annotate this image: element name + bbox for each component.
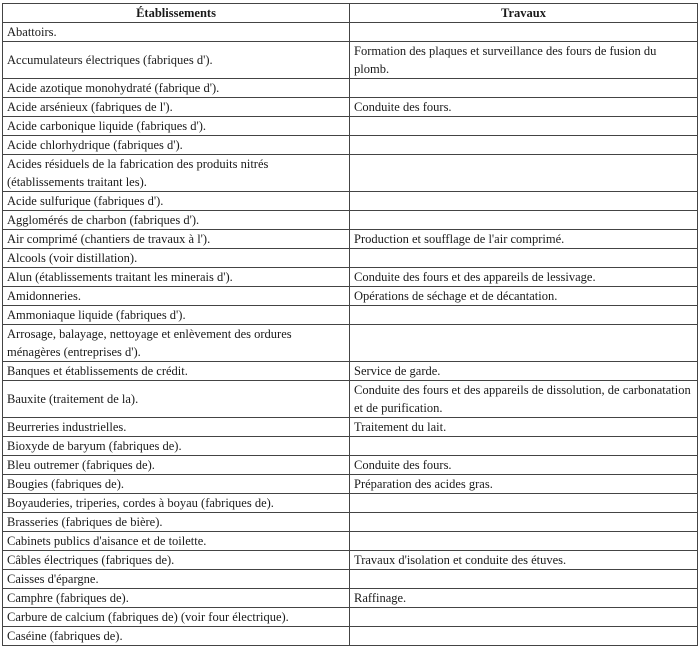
cell-travaux: Conduite des fours et des appareils de lessivage. bbox=[350, 268, 698, 287]
cell-etablissement: Acide sulfurique (fabriques d'). bbox=[3, 192, 350, 211]
cell-travaux: Raffinage. bbox=[350, 589, 698, 608]
table-row bbox=[3, 42, 698, 79]
cell-travaux bbox=[350, 79, 698, 98]
cell-travaux bbox=[350, 513, 698, 532]
table-row bbox=[3, 513, 698, 532]
cell-travaux bbox=[350, 155, 698, 192]
table-row bbox=[3, 306, 698, 325]
table-row bbox=[3, 362, 698, 381]
cell-etablissement: Caséine (fabriques de). bbox=[3, 627, 350, 646]
cell-etablissement: Ammoniaque liquide (fabriques d'). bbox=[3, 306, 350, 325]
cell-etablissement: Acide chlorhydrique (fabriques d'). bbox=[3, 136, 350, 155]
table-row bbox=[3, 437, 698, 456]
cell-etablissement: Acide carbonique liquide (fabriques d'). bbox=[3, 117, 350, 136]
cell-etablissement: Acides résiduels de la fabrication des produits nitrés (établissements traitant les). bbox=[3, 155, 350, 192]
table-row bbox=[3, 532, 698, 551]
table-row bbox=[3, 325, 698, 362]
cell-etablissement: Air comprimé (chantiers de travaux à l'). bbox=[3, 230, 350, 249]
cell-travaux: Opérations de séchage et de décantation. bbox=[350, 287, 698, 306]
cell-travaux bbox=[350, 532, 698, 551]
cell-etablissement: Abattoirs. bbox=[3, 23, 350, 42]
cell-etablissement: Bougies (fabriques de). bbox=[3, 475, 350, 494]
cell-travaux: Production et soufflage de l'air comprimé. bbox=[350, 230, 698, 249]
header-travaux: Travaux bbox=[350, 4, 698, 23]
table-row bbox=[3, 117, 698, 136]
cell-travaux: Conduite des fours. bbox=[350, 98, 698, 117]
cell-etablissement: Accumulateurs électriques (fabriques d'). bbox=[3, 42, 350, 79]
table-row bbox=[3, 230, 698, 249]
cell-etablissement: Câbles électriques (fabriques de). bbox=[3, 551, 350, 570]
cell-etablissement: Acide azotique monohydraté (fabrique d'). bbox=[3, 79, 350, 98]
table-row bbox=[3, 249, 698, 268]
cell-etablissement: Beurreries industrielles. bbox=[3, 418, 350, 437]
cell-travaux: Travaux d'isolation et conduite des étuves. bbox=[350, 551, 698, 570]
cell-etablissement: Bauxite (traitement de la). bbox=[3, 381, 350, 418]
cell-travaux: Conduite des fours et des appareils de dissolution, de carbonatation et de purification. bbox=[350, 381, 698, 418]
table-row bbox=[3, 23, 698, 42]
table-row bbox=[3, 608, 698, 627]
cell-etablissement: Brasseries (fabriques de bière). bbox=[3, 513, 350, 532]
cell-travaux bbox=[350, 192, 698, 211]
cell-travaux bbox=[350, 325, 698, 362]
table-row bbox=[3, 211, 698, 230]
cell-etablissement: Bleu outremer (fabriques de). bbox=[3, 456, 350, 475]
table-row bbox=[3, 418, 698, 437]
cell-travaux bbox=[350, 117, 698, 136]
table-row bbox=[3, 456, 698, 475]
cell-travaux: Conduite des fours. bbox=[350, 456, 698, 475]
cell-travaux bbox=[350, 23, 698, 42]
cell-etablissement: Alun (établissements traitant les minerais d'). bbox=[3, 268, 350, 287]
cell-travaux: Préparation des acides gras. bbox=[350, 475, 698, 494]
document-page bbox=[2, 3, 697, 646]
cell-travaux bbox=[350, 437, 698, 456]
table-row bbox=[3, 79, 698, 98]
cell-travaux bbox=[350, 494, 698, 513]
table-row bbox=[3, 627, 698, 646]
cell-etablissement: Boyauderies, triperies, cordes à boyau (fabriques de). bbox=[3, 494, 350, 513]
cell-travaux bbox=[350, 136, 698, 155]
cell-travaux bbox=[350, 627, 698, 646]
cell-etablissement: Alcools (voir distillation). bbox=[3, 249, 350, 268]
table-row bbox=[3, 494, 698, 513]
table-row bbox=[3, 136, 698, 155]
cell-etablissement: Cabinets publics d'aisance et de toilette. bbox=[3, 532, 350, 551]
cell-etablissement: Agglomérés de charbon (fabriques d'). bbox=[3, 211, 350, 230]
cell-etablissement: Banques et établissements de crédit. bbox=[3, 362, 350, 381]
cell-travaux bbox=[350, 570, 698, 589]
table-row bbox=[3, 268, 698, 287]
cell-travaux bbox=[350, 306, 698, 325]
cell-travaux: Traitement du lait. bbox=[350, 418, 698, 437]
cell-etablissement: Carbure de calcium (fabriques de) (voir four électrique). bbox=[3, 608, 350, 627]
cell-etablissement: Arrosage, balayage, nettoyage et enlèvement des ordures ménagères (entreprises d'). bbox=[3, 325, 350, 362]
establishments-table bbox=[2, 3, 698, 646]
cell-travaux: Formation des plaques et surveillance des fours de fusion du plomb. bbox=[350, 42, 698, 79]
cell-etablissement: Caisses d'épargne. bbox=[3, 570, 350, 589]
table-header-row bbox=[3, 4, 698, 23]
cell-travaux bbox=[350, 211, 698, 230]
table-row bbox=[3, 287, 698, 306]
table-row bbox=[3, 98, 698, 117]
table-body bbox=[3, 23, 698, 646]
cell-travaux: Service de garde. bbox=[350, 362, 698, 381]
cell-etablissement: Camphre (fabriques de). bbox=[3, 589, 350, 608]
cell-travaux bbox=[350, 608, 698, 627]
table-row bbox=[3, 475, 698, 494]
table-row bbox=[3, 551, 698, 570]
table-row bbox=[3, 381, 698, 418]
table-row bbox=[3, 570, 698, 589]
header-etablissements: Établissements bbox=[3, 4, 350, 23]
table-row bbox=[3, 589, 698, 608]
cell-travaux bbox=[350, 249, 698, 268]
table-row bbox=[3, 192, 698, 211]
cell-etablissement: Bioxyde de baryum (fabriques de). bbox=[3, 437, 350, 456]
cell-etablissement: Acide arsénieux (fabriques de l'). bbox=[3, 98, 350, 117]
table-row bbox=[3, 155, 698, 192]
cell-etablissement: Amidonneries. bbox=[3, 287, 350, 306]
